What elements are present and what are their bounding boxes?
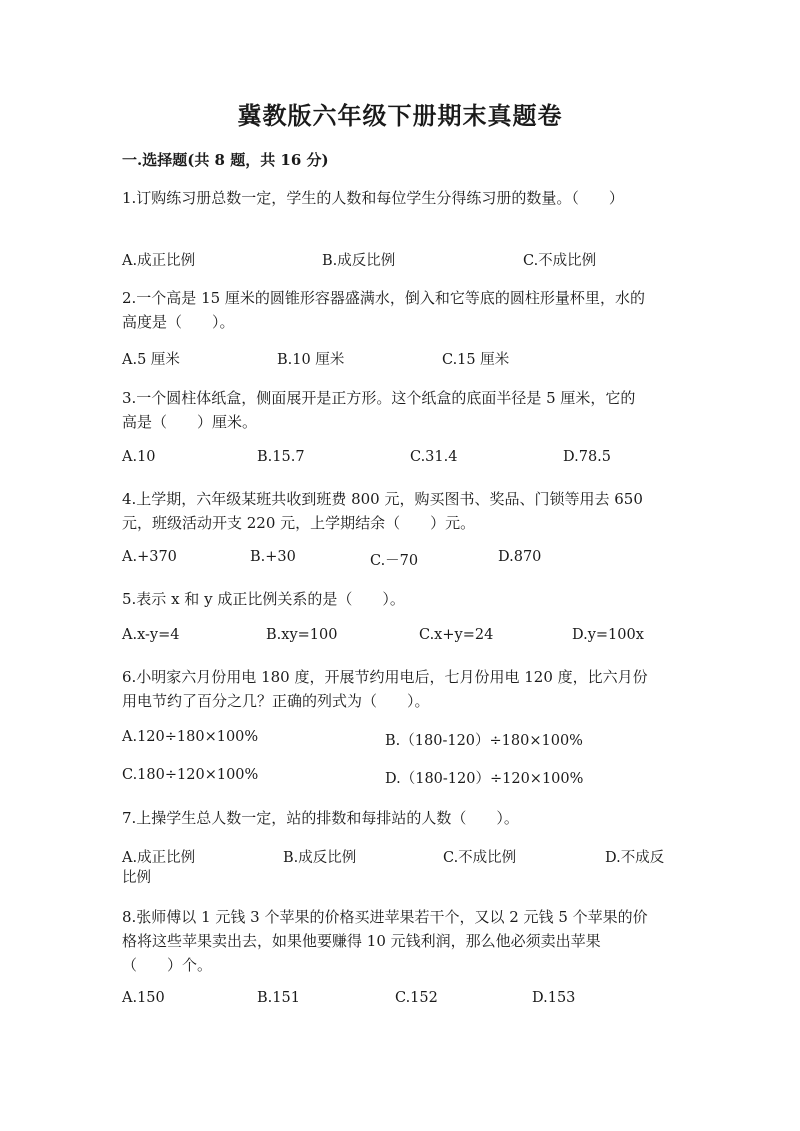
stem-line: 3.一个圆柱体纸盒，侧面展开是正方形。这个纸盒的底面半径是 5 厘米，它的 bbox=[122, 389, 636, 407]
option-b[interactable]: B.+30 bbox=[250, 549, 296, 565]
question-6-options-row-2 bbox=[122, 767, 682, 789]
question-6-stem bbox=[122, 665, 682, 713]
option-b[interactable]: B.151 bbox=[257, 990, 300, 1006]
stem-line: 格将这些苹果卖出去，如果他要赚得 10 元钱利润，那么他必须卖出苹果 bbox=[122, 932, 601, 950]
stem-line: （ ）个。 bbox=[122, 956, 213, 974]
option-a[interactable]: A.成正比例 bbox=[122, 253, 196, 269]
option-b[interactable]: B.成反比例 bbox=[283, 850, 357, 866]
option-d[interactable]: D.153 bbox=[532, 990, 576, 1006]
stem-line: 元，班级活动开支 220 元，上学期结余（ ）元。 bbox=[122, 514, 476, 532]
question-5-options bbox=[122, 627, 682, 649]
stem-line: 8.张师傅以 1 元钱 3 个苹果的价格买进苹果若干个，又以 2 元钱 5 个苹果的价 bbox=[122, 908, 648, 926]
question-4-options bbox=[122, 549, 682, 571]
page-title: 冀教版六年级下册期末真题卷 bbox=[237, 101, 563, 130]
option-d[interactable]: D.不成反 bbox=[605, 850, 665, 866]
option-d[interactable]: D.（180-120）÷120×100% bbox=[385, 771, 584, 787]
section-heading: 一.选择题(共 8 题，共 16 分) bbox=[122, 151, 329, 169]
question-8-stem bbox=[122, 905, 682, 977]
question-1-stem: 1.订购练习册总数一定，学生的人数和每位学生分得练习册的数量。（ ） bbox=[122, 189, 624, 207]
option-a[interactable]: A.成正比例 bbox=[122, 850, 196, 866]
stem-line: 4.上学期，六年级某班共收到班费 800 元，购买图书、奖品、门锁等用去 650 bbox=[122, 490, 643, 508]
option-b[interactable]: B.10 厘米 bbox=[277, 352, 345, 368]
question-7-stem: 7.上操学生总人数一定，站的排数和每排站的人数（ ）。 bbox=[122, 809, 519, 827]
stem-line: 用电节约了百分之几？正确的列式为（ ）。 bbox=[122, 692, 430, 710]
option-a[interactable]: A.5 厘米 bbox=[122, 352, 180, 368]
option-c[interactable]: C.152 bbox=[395, 990, 438, 1006]
stem-line: 2.一个高是 15 厘米的圆锥形容器盛满水，倒入和它等底的圆柱形量杯里，水的 bbox=[122, 289, 645, 307]
option-c[interactable]: C.31.4 bbox=[410, 449, 458, 465]
option-a[interactable]: A.10 bbox=[122, 449, 156, 465]
question-2-options bbox=[122, 348, 682, 370]
option-c[interactable]: C.15 厘米 bbox=[442, 352, 510, 368]
question-7-options bbox=[122, 846, 682, 868]
option-c[interactable]: C.x+y=24 bbox=[419, 627, 494, 643]
question-1-options bbox=[122, 249, 682, 271]
stem-line: 6.小明家六月份用电 180 度，开展节约用电后，七月份用电 120 度，比六月份 bbox=[122, 668, 648, 686]
option-b[interactable]: B.（180-120）÷180×100% bbox=[385, 733, 583, 749]
option-c[interactable]: C.不成比例 bbox=[443, 850, 517, 866]
option-d-continuation: 比例 bbox=[122, 870, 151, 886]
question-3-stem bbox=[122, 386, 682, 434]
option-b[interactable]: B.xy=100 bbox=[266, 627, 338, 643]
question-5-stem: 5.表示 x 和 y 成正比例关系的是（ ）。 bbox=[122, 590, 405, 608]
option-a[interactable]: A.150 bbox=[122, 990, 165, 1006]
option-d[interactable]: D.870 bbox=[498, 549, 542, 565]
option-c[interactable]: C.－70 bbox=[370, 553, 419, 569]
question-8-options bbox=[122, 990, 682, 1012]
question-6-options-row-1 bbox=[122, 729, 682, 751]
question-4-stem bbox=[122, 487, 682, 535]
stem-line: 高度是（ ）。 bbox=[122, 313, 235, 331]
question-3-options bbox=[122, 449, 682, 471]
option-a[interactable]: A.120÷180×100% bbox=[122, 729, 259, 745]
stem-line: 高是（ ）厘米。 bbox=[122, 413, 258, 431]
option-c[interactable]: C.180÷120×100% bbox=[122, 767, 259, 783]
option-a[interactable]: A.+370 bbox=[122, 549, 177, 565]
option-c[interactable]: C.不成比例 bbox=[523, 253, 597, 269]
option-b[interactable]: B.成反比例 bbox=[322, 253, 396, 269]
option-b[interactable]: B.15.7 bbox=[257, 449, 305, 465]
option-d[interactable]: D.78.5 bbox=[563, 449, 612, 465]
option-d[interactable]: D.y=100x bbox=[572, 627, 644, 643]
option-a[interactable]: A.x-y=4 bbox=[122, 627, 180, 643]
question-2-stem bbox=[122, 286, 682, 334]
